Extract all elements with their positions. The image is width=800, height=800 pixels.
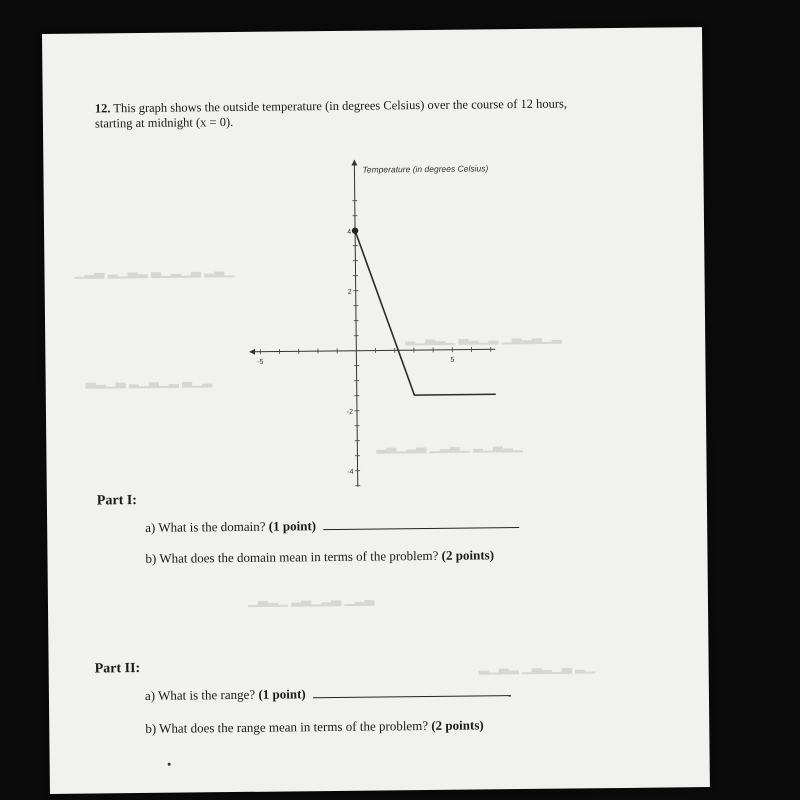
part-2-question-a [145,683,511,704]
bleed-through-text: ▂▁▃▂ ▁▃▂▁▃ ▂▁ [478,658,596,675]
part-2-label: Part II: [94,661,141,677]
y-tick-label: -4 [347,468,354,476]
y-axis [354,161,358,489]
bleed-through-text: ▁▂▃ ▂▁▃▂ ▃▁▂▁▃ ▂▃▁ [74,262,235,279]
part-1-question-a-points: (1 point) [268,518,317,534]
y-tick-label: -2 [346,408,354,416]
question-text-line1: This graph shows the outside temperature (in degrees Celsius) over the course of 12 hours, [113,96,568,116]
question-number: 12. [94,101,111,116]
start-point [352,227,358,233]
part-1-question-b-text: b) What does the domain mean in terms of the problem? [145,547,439,566]
bleed-through-text: ▂▃▁▂▃ ▁▂▃▁ ▂▁▃▂▁ [376,436,523,454]
part-2-answer-blank[interactable] [313,683,511,698]
y-tick-label: 4 [347,228,352,236]
part-2-question-a-text: a) What is the range? [144,686,256,703]
series-line [355,228,497,395]
part-1-question-a-text: a) What is the domain? [145,518,266,535]
temperature-graph [193,137,497,488]
series-line-temperature [355,228,497,395]
bleed-through-text: ▂▁▃▂▁ ▃▂▁▂ ▁▃▂▃▁▂ [405,328,562,346]
part-2-question-b-points: (2 points) [431,717,484,733]
x-axis [250,348,496,352]
x-tick-label: 5 [450,356,455,364]
pencil-mark [168,763,171,766]
x-tick-labels [257,356,496,366]
part-1-answer-blank[interactable] [323,515,519,530]
part-1-question-a [145,515,519,536]
part-1-question-b [145,547,494,567]
part-1-question-b-points: (2 points) [441,547,495,563]
y-axis-label: Temperature (in degrees Celsius) [362,163,489,175]
part-2-question-a-points: (1 point) [258,686,306,702]
endpoint-markers [352,225,497,279]
x-tick-label: -5 [257,358,264,366]
question-text-line2: starting at midnight (x = 0). [94,115,234,131]
bleed-through-text: ▃▂▁▃ ▂▁▃▁▂ ▃▁▂ [85,372,213,389]
question-text [95,96,655,132]
part-2-question-b-text: b) What does the range mean in terms of the problem? [145,717,429,736]
part-2-question-b [145,717,484,737]
y-tick-label: 2 [347,288,352,296]
part-1-label: Part I: [96,493,138,509]
axis-ticks [259,198,497,488]
y-tick-labels [345,229,354,476]
bleed-through-text: ▁▃▂▁ ▂▃▁▂▃ ▁▂▃ [247,590,375,607]
worksheet-page [42,27,710,794]
